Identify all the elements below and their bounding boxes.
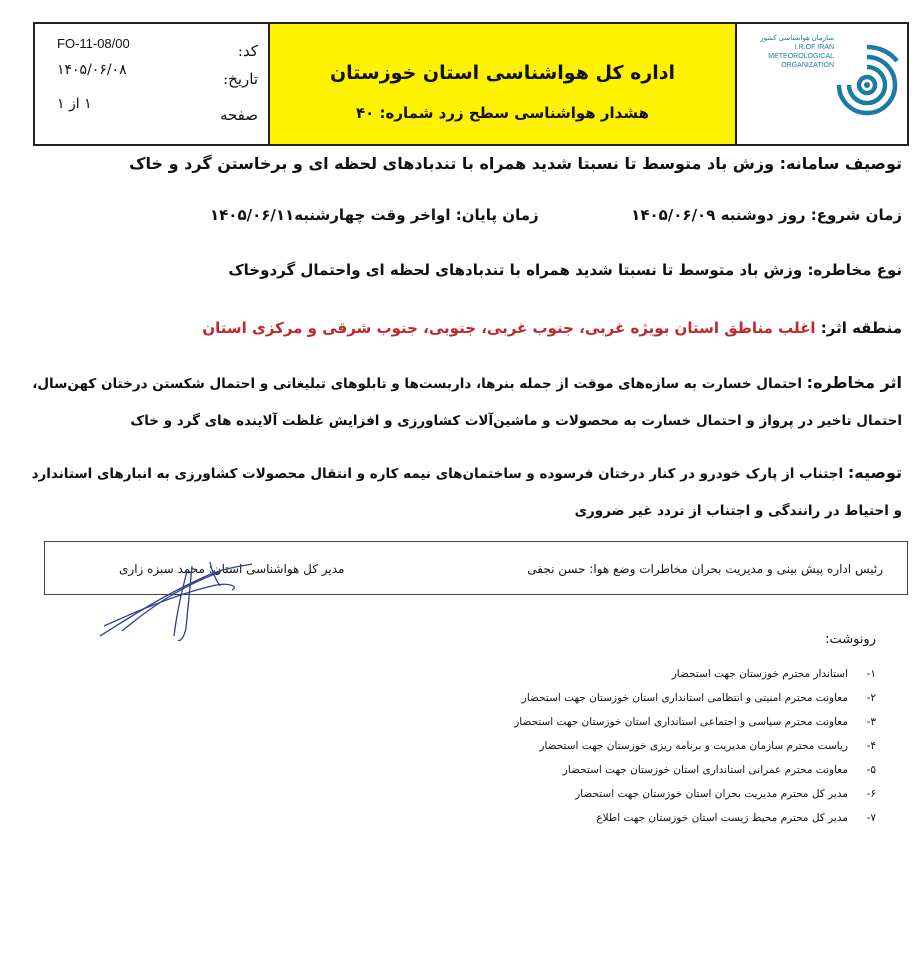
hazard-text: وزش باد متوسط تا نسبتا شدید همراه با تندبادهای لحظه ای واحتمال گردوخاک (228, 261, 808, 279)
area-label: منطقه اثر: (820, 319, 902, 337)
start-label: زمان شروع: (810, 206, 902, 224)
meta-cell (35, 24, 270, 144)
start-value: روز دوشنبه ۱۴۰۵/۰۶/۰۹ (631, 206, 811, 224)
date-label: تاریخ: (223, 70, 258, 88)
end-value: اواخر وقت چهارشنبه۱۴۰۵/۰۶/۱۱ (210, 206, 456, 224)
end-label: زمان پایان: (455, 206, 539, 224)
hazard-label: نوع مخاطره: (807, 261, 902, 279)
logo-fa-text: سازمان هواشناسی کشور (760, 35, 834, 42)
cc-item: ۱-استاندار محترم خوزستان جهت استحضار (671, 668, 876, 680)
cc-item: ۶-مدیر کل محترم مدیریت بحران استان خوزستان جهت استحضار (575, 788, 876, 800)
hazard-effect-line-2: احتمال تاخیر در پرواز و احتمال خسارت به محصولات و ماشین‌آلات کشاورزی و افزایش غلظت آلاینده های گرد و خاک (130, 413, 902, 429)
start-time (631, 206, 902, 224)
hazard-effect-line-1 (32, 373, 902, 392)
area-text: اغلب مناطق استان بویژه غربی، جنوب غربی، جنوبی، جنوب شرقی و مرکزی استان (202, 319, 821, 337)
page-number: ۱ از ۱ (57, 96, 92, 112)
logo-cell (737, 24, 907, 144)
effect-label: اثر مخاطره: (806, 373, 902, 392)
issue-date: ۱۴۰۵/۰۶/۰۸ (57, 62, 127, 78)
page-label: صفحه (219, 106, 258, 124)
cc-item: ۷-مدیر کل محترم محیط زیست استان خوزستان جهت اطلاع (596, 812, 876, 824)
forecast-head-signature: رئیس اداره پیش بینی و مدیریت بحران مخاطرات وضع هوا: حسن نجفی (527, 562, 883, 576)
advice-line-2: و احتیاط در رانندگی و اجتناب از تردد غیر ضروری (574, 503, 902, 519)
affected-area (202, 319, 902, 337)
cc-heading: رونوشت: (825, 632, 876, 647)
hazard-type (228, 261, 902, 279)
logo-en-line: ORGANIZATION (781, 62, 834, 69)
effect-text-1: احتمال خسارت به سازه‌های موقت از جمله بنرها، داربست‌ها و تابلوهای تبلیغاتی و احتمال شکستن درختان کهن‌سال، (32, 376, 807, 392)
logo-caption (742, 34, 834, 70)
handwritten-signature-icon (92, 556, 262, 646)
code-label: کد: (237, 42, 258, 60)
org-title: اداره کل هواشناسی استان خوزستان (329, 62, 676, 84)
desc-text: وزش باد متوسط تا نسبتا شدید همراه با تندبادهای لحظه ای و برخاستن گرد و خاک (129, 154, 780, 173)
advice-line-1 (32, 463, 902, 482)
title-cell (270, 24, 737, 144)
form-code: FO-11-08/00 (57, 36, 130, 51)
director-signature: مدیر کل هواشناسی استان: محمد سبزه زاری (119, 562, 345, 576)
advice-text-1: اجتناب از پارک خودرو در کنار درختان فرسوده و ساختمان‌های نیمه کاره و انتقال محصولات کشاورزی به انبارهای استاندارد (31, 466, 848, 482)
advice-label: توصیه: (847, 463, 902, 482)
cc-item: ۲-معاونت محترم امنیتی و انتظامی استانداری استان خوزستان جهت استحضار (521, 692, 876, 704)
cc-item: ۳-معاونت محترم سیاسی و اجتماعی استانداری استان خوزستان جهت استحضار (514, 716, 876, 728)
logo-en-line: I.R.OF IRAN (794, 44, 834, 51)
cc-item: ۵-معاونت محترم عمرانی استانداری استان خوزستان جهت استحضار (562, 764, 876, 776)
warning-subtitle: هشدار هواشناسی سطح زرد شماره: ۴۰ (356, 104, 649, 122)
desc-label: توصیف سامانه: (779, 154, 902, 173)
document-header (33, 22, 909, 146)
meteorological-logo-icon (835, 30, 901, 140)
system-description (129, 154, 902, 173)
logo-en-line: METEOROLOGICAL (768, 53, 834, 60)
cc-item: ۴-ریاست محترم سازمان مدیریت و برنامه ریزی خوزستان جهت استحضار (539, 740, 876, 752)
end-time (210, 206, 539, 224)
